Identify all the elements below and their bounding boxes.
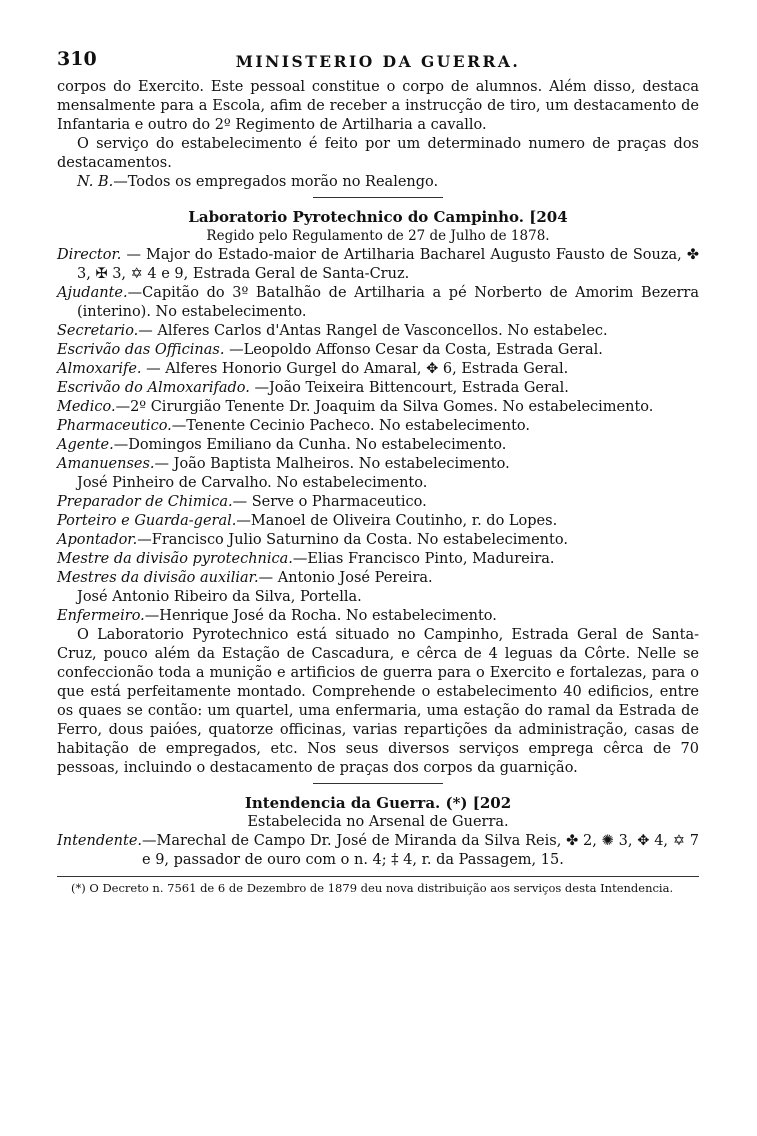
staff-list [57, 246, 699, 626]
intendente-entry: Intendente.—Marechal de Campo Dr. José de Miranda da Silva Reis, ✤ 2, ✺ 3, ✥ 4, ✡ 7 e 9, passador de ouro com o n. 4; ‡ 4, r. da Passagem, 15. [57, 833, 699, 868]
staff-entry: Pharmaceutico.—Tenente Cecinio Pacheco. No estabelecimento. [57, 418, 530, 434]
section-divider [313, 197, 443, 198]
page-number: 310 [57, 48, 97, 70]
staff-entry: Mestres da divisão auxiliar.— Antonio José Pereira. [57, 570, 433, 586]
laboratorio-description: O Laboratorio Pyrotechnico está situado no Campinho, Estrada Geral de Santa-Cruz, pouco além da Estação de Cascadura, e cêrca de 4 leguas da Côrte. Nelle se confeccionão toda a munição e artificios de guerra para o Exercito e fortalezas, para o que está perfeitamente montado. Comprehende o estabelecimento 40 edificios, entre os quaes se contão: um quartel, uma enfermaria, uma estação do ramal da Estrada de Ferro, dous paióes, quatorze officinas, varias repartições da administração, casas de habitação de empregados, etc. Nos seus diversos serviços emprega cêrca de 70 pessoas, incluindo o destacamento de praças dos corpos da guarnição. [57, 627, 699, 776]
footnote-divider [57, 876, 699, 877]
document-page [57, 50, 699, 895]
nota-bene [57, 173, 699, 192]
intro-paragraph-2: O serviço do estabelecimento é feito por um determinado numero de praças dos destacamentos. [57, 136, 699, 171]
staff-entry: José Antonio Ribeiro da Silva, Portella. [77, 589, 362, 605]
staff-entry: Enfermeiro.—Henrique José da Rocha. No estabelecimento. [57, 608, 497, 624]
staff-entry: Ajudante.—Capitão do 3º Batalhão de Artilharia a pé Norberto de Amorim Bezerra (interino). No estabelecimento. [57, 285, 699, 320]
staff-entry: Agente.—Domingos Emiliano da Cunha. No estabelecimento. [57, 437, 507, 453]
staff-entry: Secretario.— Alferes Carlos d'Antas Rangel de Vasconcellos. No estabelec. [57, 323, 608, 339]
staff-entry: Director. — Major do Estado-maior de Artilharia Bacharel Augusto Fausto de Souza, ✤ 3, ✠ 3, ✡ 4 e 9, Estrada Geral de Santa-Cruz. [57, 247, 699, 282]
section-heading-intendencia: Intendencia da Guerra. (*) [202 [244, 794, 512, 812]
staff-entry: Medico.—2º Cirurgião Tenente Dr. Joaquim da Silva Gomes. No estabelecimento. [57, 399, 654, 415]
staff-entry: Escrivão do Almoxarifado. —João Teixeira Bittencourt, Estrada Geral. [57, 380, 569, 396]
page-header [57, 50, 699, 78]
staff-entry: Amanuenses.— João Baptista Malheiros. No estabelecimento. [57, 456, 510, 472]
section-divider [313, 783, 443, 784]
section-heading-laboratorio: Laboratorio Pyrotechnico do Campinho. [204 [188, 208, 568, 226]
intro-paragraph: corpos do Exercito. Este pessoal constitue o corpo de alumnos. Além disso, destaca mensalmente para a Escola, afim de receber a instrucção de tiro, um destacamento de Infantaria e outro do 2º Regimento de Artilharia a cavallo. [57, 79, 699, 133]
footnote: (*) O Decreto n. 7561 de 6 de Dezembro de 1879 deu nova distribuição aos serviços desta Intendencia. [71, 881, 674, 895]
staff-entry: Escrivão das Officinas. —Leopoldo Affonso Cesar da Costa, Estrada Geral. [57, 342, 603, 358]
staff-entry: Porteiro e Guarda-geral.—Manoel de Oliveira Coutinho, r. do Lopes. [57, 513, 558, 529]
staff-entry: Preparador de Chimica.— Serve o Pharmaceutico. [57, 494, 427, 510]
section-ref: [202 [472, 794, 512, 812]
section-subheading: Estabelecida no Arsenal de Guerra. [247, 814, 509, 830]
staff-entry: José Pinheiro de Carvalho. No estabelecimento. [77, 475, 428, 491]
section-subheading: Regido pelo Regulamento de 27 de Julho de 1878. [206, 228, 550, 244]
section-ref: [204 [529, 208, 568, 226]
running-title: MINISTERIO DA GUERRA. [235, 52, 521, 71]
nb-text: —Todos os empregados morão no Realengo. [113, 174, 439, 190]
nb-label: N. B. [77, 174, 114, 190]
staff-entry: Mestre da divisão pyrotechnica.—Elias Francisco Pinto, Madureira. [57, 551, 555, 567]
staff-entry: Apontador.—Francisco Julio Saturnino da Costa. No estabelecimento. [57, 532, 568, 548]
staff-entry: Almoxarife. — Alferes Honorio Gurgel do Amaral, ✥ 6, Estrada Geral. [57, 361, 569, 377]
